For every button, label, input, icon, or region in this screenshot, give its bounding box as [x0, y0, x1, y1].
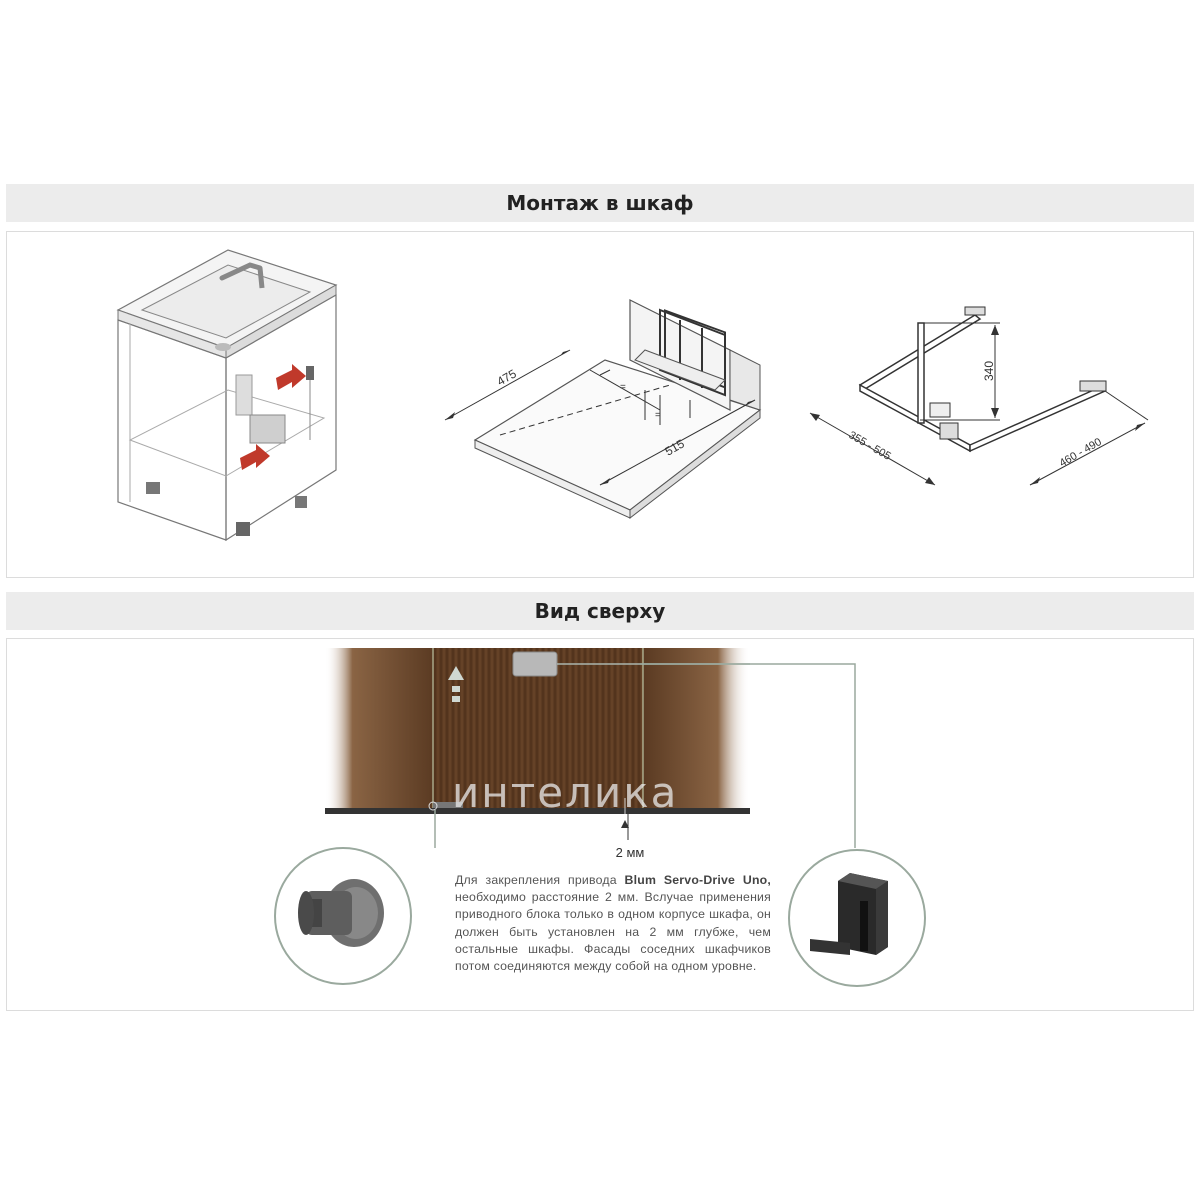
dim-460-490: 460 - 490 [1057, 435, 1104, 470]
dim-355-505: 355 - 505 [846, 429, 893, 463]
dim-475: 475 [494, 366, 519, 389]
section-title-mounting-text: Монтаж в шкаф [506, 191, 694, 215]
dim-340: 340 [982, 360, 996, 381]
profile-icon [790, 851, 924, 985]
section-title-top-view-text: Вид сверху [534, 599, 666, 623]
gap-label: 2 мм [615, 845, 645, 860]
pusher-detail-circle [274, 847, 412, 985]
description-pre: Для закрепления привода [455, 873, 625, 887]
description-post: необходимо расстояние 2 мм. Вслучае применения приводного блока только в одном корпусе шкафа, он должен быть установлен на 2 мм глубже, чем остальные шкафы. Фасады соседних шкафчиков потом соединяются между собой на одном уровне. [455, 890, 771, 974]
dim-eq-1: = [620, 382, 626, 393]
mounting-description [455, 872, 771, 975]
pusher-icon [276, 849, 410, 983]
watermark: интелика [452, 768, 679, 817]
dim-eq-2: = [655, 410, 661, 421]
profile-detail-circle [788, 849, 926, 987]
description-bold: Blum Servo-Drive Uno, [624, 873, 771, 887]
dim-515: 515 [662, 436, 687, 459]
